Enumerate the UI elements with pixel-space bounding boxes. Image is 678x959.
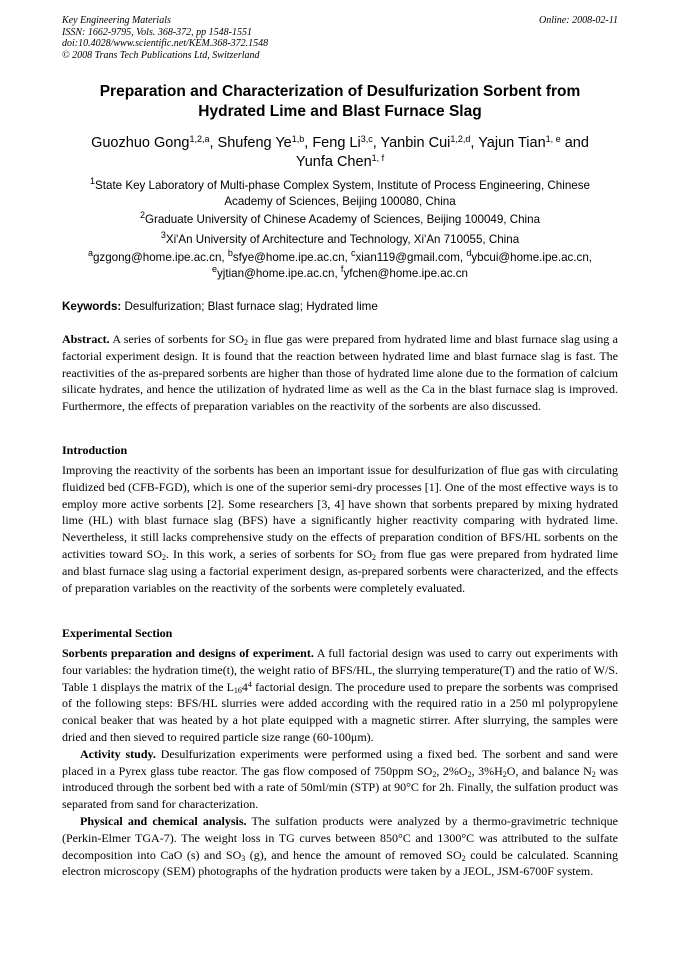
email-address: sfye@home.ipe.ac.cn bbox=[232, 251, 345, 264]
title-line-2: Hydrated Lime and Blast Furnace Slag bbox=[198, 103, 482, 120]
author-sep: , bbox=[209, 135, 218, 151]
paragraph-text: A full factorial design was used to carry out experiments with four variables: the hydration time(t), the weight ratio of BFS/HL, the slurrying temperature(T) and the ratio of W/S. Table 1 displays the matrix of the L bbox=[62, 646, 619, 694]
email-address: xian119@gmail.com bbox=[355, 251, 460, 264]
author-sup: 1,2,a bbox=[189, 134, 210, 144]
author-sep: and bbox=[560, 135, 589, 151]
subscript: 3 bbox=[241, 853, 246, 863]
abstract-label: Abstract. bbox=[62, 332, 110, 346]
intro-text: from flue gas were prepared from hydrated lime and blast furnace slag using a factorial experiment design, as-prepared sorbents were characterized, and the effects of preparation variables on the reactivity of the sorbents were completely evaluated. bbox=[62, 546, 619, 595]
author-sup: 1, f bbox=[371, 153, 385, 163]
subscript: 2 bbox=[372, 552, 377, 562]
paragraph-text: (g), and hence the amount of removed SO bbox=[249, 847, 462, 862]
subscript: 2 bbox=[502, 769, 507, 779]
journal-name: Key Engineering Materials bbox=[62, 15, 171, 26]
affiliation-2 bbox=[62, 212, 618, 228]
experimental-heading: Experimental Section bbox=[62, 626, 173, 640]
email-list: $^a$gzgong@home.ipe.ac.cn, $^b$sfye@home.ipe.ac.cn, $^c$xian119@gmail.com, $^d$ybcui@home.ipe.ac.cn, $^e$yjtian@home.ipe.ac.cn, $^f$yfchen@home.ipe.ac.cn bbox=[87, 248, 593, 280]
subscript: 2 bbox=[591, 769, 596, 779]
author-sup: 1, e bbox=[545, 134, 561, 144]
paragraph-sorbents bbox=[62, 645, 618, 746]
email-sup: a bbox=[87, 248, 93, 258]
email-sup: c bbox=[351, 248, 356, 258]
introduction-heading: Introduction bbox=[62, 443, 128, 457]
abstract-text: in flue gas were prepared from hydrated lime and blast furnace slag using a factorial experiment design. It is found that the reaction between hydrated lime and blast furnace slag is fast. The reactivities of the as-prepared sorbents are higher than those of hydrated lime alone due to the formation of calcium silicate hydrates, and hence the utilization of hydrated lime as well as the Ca in the blast furnace slag is improved. Furthermore, the effects of preparation variables on the reactivity of the sorbents are also discussed. bbox=[62, 332, 618, 414]
paragraph-text: was introduced through the sorbent bed with a rate of 50ml/min (STP) at 90°C for 2h. Finally, the sulfation product was separated from sand for characterization. bbox=[62, 763, 619, 812]
paragraph-text: O, and balance N bbox=[506, 763, 592, 778]
author-line-1 bbox=[62, 134, 618, 153]
email-sup: d bbox=[466, 248, 472, 258]
author-sup: 1,2,d bbox=[450, 134, 471, 144]
experimental-text bbox=[62, 645, 618, 880]
keywords-label: Keywords: bbox=[62, 300, 122, 313]
subscript: 2 bbox=[432, 769, 437, 779]
affiliation-sup: 3 bbox=[160, 230, 166, 240]
introduction-text bbox=[62, 462, 618, 596]
keywords-text: Desulfurization; Blast furnace slag; Hydrated lime bbox=[124, 300, 378, 313]
affiliation-text: State Key Laboratory of Multi-phase Complex System, Institute of Process Engineering, Chinese bbox=[95, 179, 590, 192]
email-sup: b bbox=[227, 248, 233, 258]
paragraph-analysis bbox=[62, 813, 618, 880]
abstract-text: A series of sorbents for SO bbox=[112, 332, 244, 346]
paragraph-head: Physical and chemical analysis. bbox=[80, 813, 247, 828]
paragraph-head: Sorbents preparation and designs of experiment. bbox=[62, 646, 314, 660]
paragraph-text: , 2%O bbox=[436, 763, 468, 778]
author-line-2 bbox=[62, 153, 618, 172]
affiliation-1 bbox=[62, 178, 618, 209]
author-name: Guozhuo Gong bbox=[91, 135, 190, 151]
title-line-1: Preparation and Characterization of Desulfurization Sorbent from bbox=[99, 83, 581, 100]
paragraph-text: The sulfation products were analyzed by a thermo-gravimetric technique (Perkin-Elmer TGA-7). The weight loss in TG curves between 850°C and 1300°C was attributed to the sulfate decomposition into CaO (s) and SO bbox=[62, 813, 618, 862]
author-sep: , bbox=[372, 135, 381, 151]
email-address: yfchen@home.ipe.ac.cn bbox=[343, 266, 468, 280]
affiliation-text: Xi'An University of Architecture and Technology, Xi'An 710055, China bbox=[165, 233, 520, 246]
author-name: Yanbin Cui bbox=[380, 135, 451, 151]
email-sup: f bbox=[340, 263, 344, 274]
intro-text: . In this work, a series of sorbents for SO bbox=[166, 546, 373, 561]
abstract bbox=[62, 331, 618, 415]
paper-title bbox=[62, 82, 618, 122]
email-sup: e bbox=[211, 263, 217, 274]
paragraph-text: could be calculated. Scanning electron microscopy (SEM) photographs of the hydration products were taken by a JEOL, JSM-6700F system. bbox=[62, 847, 619, 879]
author-sup: 3,c bbox=[360, 134, 373, 144]
doi-line: doi:10.4028/www.scientific.net/KEM.368-372.1548 bbox=[62, 38, 269, 49]
paragraph-text: 4 bbox=[241, 679, 248, 694]
author-name: Yajun Tian bbox=[478, 135, 546, 151]
author-list bbox=[62, 134, 618, 172]
paragraph-text: , 3%H bbox=[471, 763, 503, 778]
email-address: gzgong@home.ipe.ac.cn bbox=[92, 251, 222, 264]
subscript: 16 bbox=[233, 685, 242, 695]
paragraph-activity bbox=[62, 746, 618, 813]
author-sup: 1,b bbox=[291, 134, 305, 144]
affiliation-3 bbox=[62, 232, 618, 248]
affiliation-sup: 2 bbox=[139, 210, 145, 220]
subscript: 2 bbox=[461, 853, 466, 863]
paragraph-head: Activity study. bbox=[80, 746, 156, 761]
affiliation-text: Academy of Sciences, Beijing 100080, China bbox=[224, 194, 456, 208]
keywords bbox=[62, 299, 618, 314]
paragraph-text: Desulfurization experiments were performed using a fixed bed. The sorbent and sand were placed in a Pyrex glass tube reactor. The gas flow composed of 750ppm SO bbox=[62, 746, 618, 778]
copyright-line: © 2008 Trans Tech Publications Ltd, Switzerland bbox=[62, 49, 260, 61]
author-name: Shufeng Ye bbox=[217, 135, 292, 151]
affiliation-sup: 1 bbox=[90, 176, 96, 186]
subscript: 2 bbox=[467, 769, 472, 779]
author-sep: , bbox=[470, 135, 479, 151]
issn-line: ISSN: 1662-9795, Vols. 368-372, pp 1548-1551 bbox=[62, 26, 252, 38]
email-address: ybcui@home.ipe.ac.cn bbox=[471, 251, 589, 264]
author-name: Feng Li bbox=[312, 135, 361, 151]
paragraph-text: factorial design. The procedure used to prepare the sorbents was comprised of the following steps: BFS/HL slurries were added according with the required ratio in a 250 ml polypropylene conical beaker that was heated by a hot plate equipped with a magnetic stirrer. After slurrying, the samples were dried and then sieved to required particle size range (60-100μm). bbox=[62, 679, 618, 744]
online-date: Online: 2008-02-11 bbox=[539, 15, 618, 26]
subscript: 2 bbox=[162, 552, 166, 562]
affiliation-text: Graduate University of Chinese Academy of Sciences, Beijing 100049, China bbox=[144, 213, 541, 226]
author-name: Yunfa Chen bbox=[295, 154, 372, 170]
superscript: 4 bbox=[247, 679, 252, 689]
author-sep: , bbox=[304, 135, 313, 151]
journal-header bbox=[62, 15, 618, 61]
subscript: 2 bbox=[244, 338, 248, 347]
intro-text: Improving the reactivity of the sorbents has been an important issue for desulfurization of flue gas with circulating fluidized bed (CFB-FGD), which is one of the superior semi-dry processes [1]. One of the most effective ways is to employ more active sorbents [2]. Some researchers [3, 4] have shown that sorbents prepared by mixing hydrated lime (HL) with blast furnace slag (BFS) have a significantly higher reactivity comparing with hydrated lime. Nevertheless, it still lacks comprehensive study on the effects of preparation condition of BFS/HL sorbents on the activities toward SO bbox=[62, 463, 618, 561]
email-address: yjtian@home.ipe.ac.cn bbox=[217, 266, 335, 280]
